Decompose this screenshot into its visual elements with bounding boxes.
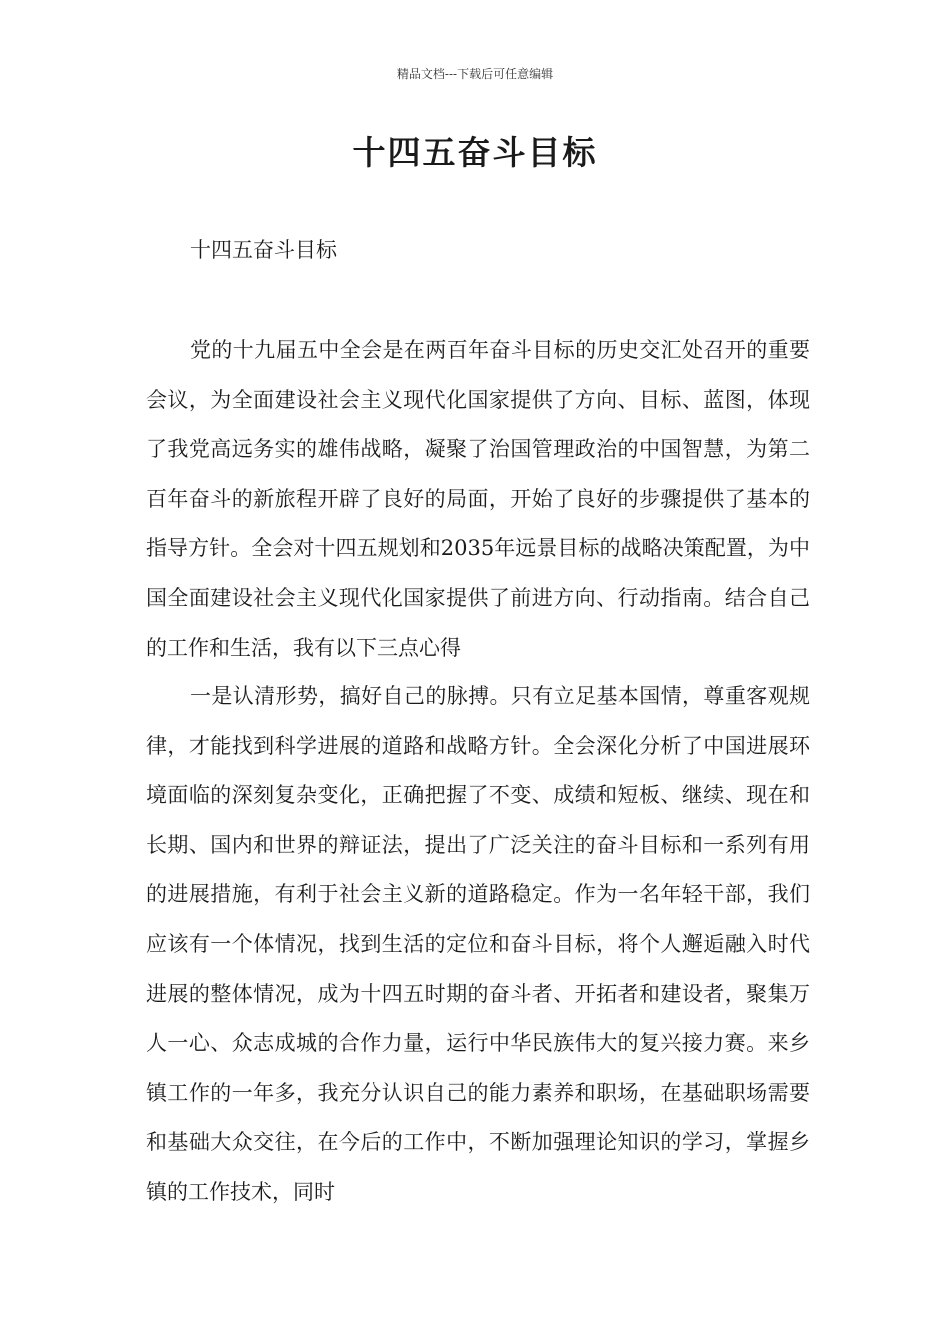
page-header-note: 精品文档---下载后可任意编辑 (396, 67, 554, 81)
body-paragraph: 一是认清形势，搞好自己的脉搏。只有立足基本国情，尊重客观规律，才能找到科学进展的道路和战略方针。全会深化分析了中国进展环境面临的深刻复杂变化，正确把握了不变、成绩和短板、继续、现在和长期、国内和世界的辩证法，提出了广泛关注的奋斗目标和一系列有用的进展措施，有利于社会主义新的道路稳定。作为一名年轻干部，我们应该有一个体情况，找到生活的定位和奋斗目标，将个人邂逅融入时代进展的整体情况，成为十四五时期的奋斗者、开拓者和建设者，聚集万人一心、众志成城的合作力量，运行中华民族伟大的复兴接力赛。来乡镇工作的一年多，我充分认识自己的能力素养和职场，在基础职场需要和基础大众交往，在今后的工作中，不断加强理论知识的学习，掌握乡镇的工作技术，同时 (146, 684, 810, 1204)
document-title: 十四五奋斗目标 (352, 133, 598, 172)
document-subtitle: 十四五奋斗目标 (190, 238, 337, 262)
body-paragraph: 党的十九届五中全会是在两百年奋斗目标的历史交汇处召开的重要会议，为全面建设社会主义现代化国家提供了方向、目标、蓝图，体现了我党高远务实的雄伟战略，凝聚了治国管理政治的中国智慧，为第二百年奋斗的新旅程开辟了良好的局面，开始了良好的步骤提供了基本的指导方针。全会对十四五规划和2035年远景目标的战略决策配置，为中国全面建设社会主义现代化国家提供了前进方向、行动指南。结合自己的工作和生活，我有以下三点心得 (146, 338, 810, 660)
